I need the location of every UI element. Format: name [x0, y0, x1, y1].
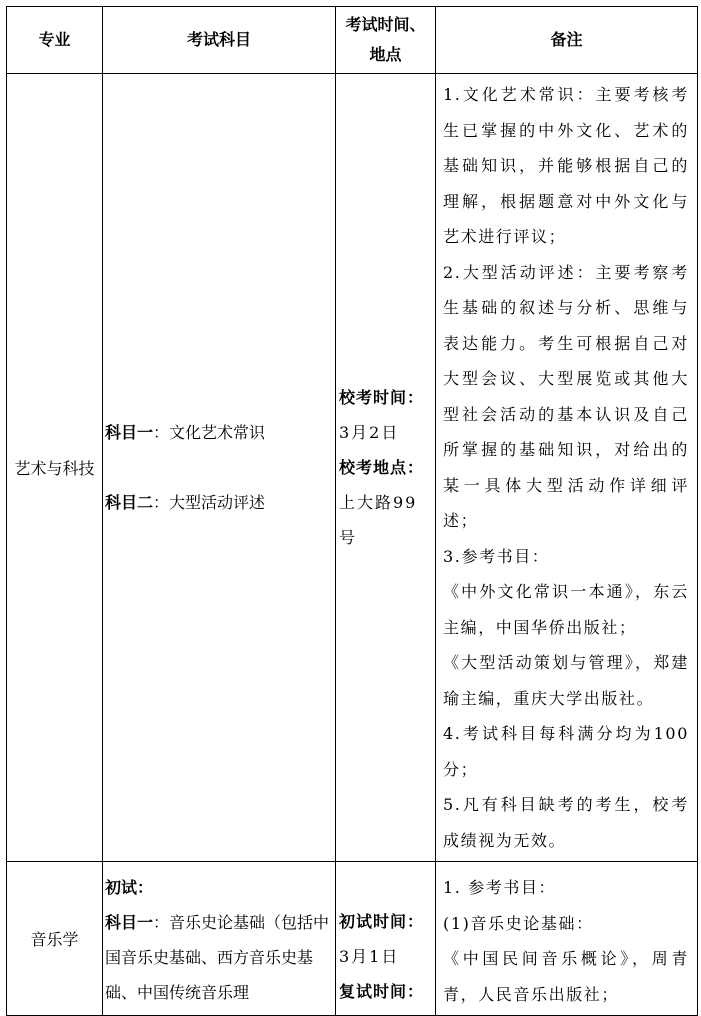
place-label: 校考地点： [339, 458, 425, 477]
table-header-row [7, 7, 698, 74]
initial-time-label: 初试时间： [339, 912, 425, 931]
subjects-cell [103, 74, 336, 862]
initial-time-value: 3月1日 [339, 947, 400, 966]
table-row [7, 74, 698, 862]
note-line: 4.考试科目每科满分均为100分； [443, 724, 689, 779]
major-cell: 音乐学 [7, 862, 103, 1016]
subject-line: 科目一：音乐史论基础（包括中国音乐史基础、西方音乐史基础、中国传统音乐理 [105, 913, 330, 1002]
notes-cell [436, 74, 698, 862]
note-line: (1)音乐史论基础： [443, 913, 594, 933]
header-major: 专业 [7, 7, 103, 74]
header-time-place: 考试时间、地点 [336, 7, 436, 74]
place-value: 上大路99号 [339, 493, 418, 547]
notes-cell [436, 862, 698, 1016]
exam-table [6, 6, 698, 1016]
subjects-cell [103, 862, 336, 1016]
note-line: 3.参考书目： [443, 546, 550, 566]
header-notes: 备注 [436, 7, 698, 74]
note-line: 1. 参考书目： [443, 878, 557, 897]
note-line: 5.凡有科目缺考的考生，校考成绩视为无效。 [443, 795, 689, 850]
time-place-cell [336, 74, 436, 862]
time-label: 校考时间： [339, 388, 425, 407]
note-line: 《中国民间音乐概论》，周青青，人民音乐出版社； [443, 949, 689, 1004]
subject-line: 科目二：大型活动评述 [105, 493, 266, 512]
note-line: 2.大型活动评述：主要考察考生基础的叙述与分析、思维与表达能力。考生可根据自己对大型会议、大型展览或其他大型社会活动的基本认识及自己所掌握的基础知识，对给出的某一具体大型活动作详细评述； [443, 262, 689, 530]
retest-time-label: 复试时间： [339, 982, 425, 1001]
subject-line: 科目一：文化艺术常识 [105, 423, 266, 442]
header-subjects: 考试科目 [103, 7, 336, 74]
note-line: 1.文化艺术常识：主要考核考生已掌握的中外文化、艺术的基础知识，并能够根据自己的理解，根据题意对中外文化与艺术进行评议； [443, 85, 689, 246]
time-place-cell [336, 862, 436, 1016]
note-line: 《中外文化常识一本通》，东云主编，中国华侨出版社； [443, 582, 689, 637]
initial-label: 初试： [105, 878, 154, 897]
table-row [7, 862, 698, 1016]
time-value: 3月2日 [339, 423, 400, 442]
note-line: 《大型活动策划与管理》，郑建瑜主编，重庆大学出版社。 [443, 653, 689, 708]
major-cell: 艺术与科技 [7, 74, 103, 862]
